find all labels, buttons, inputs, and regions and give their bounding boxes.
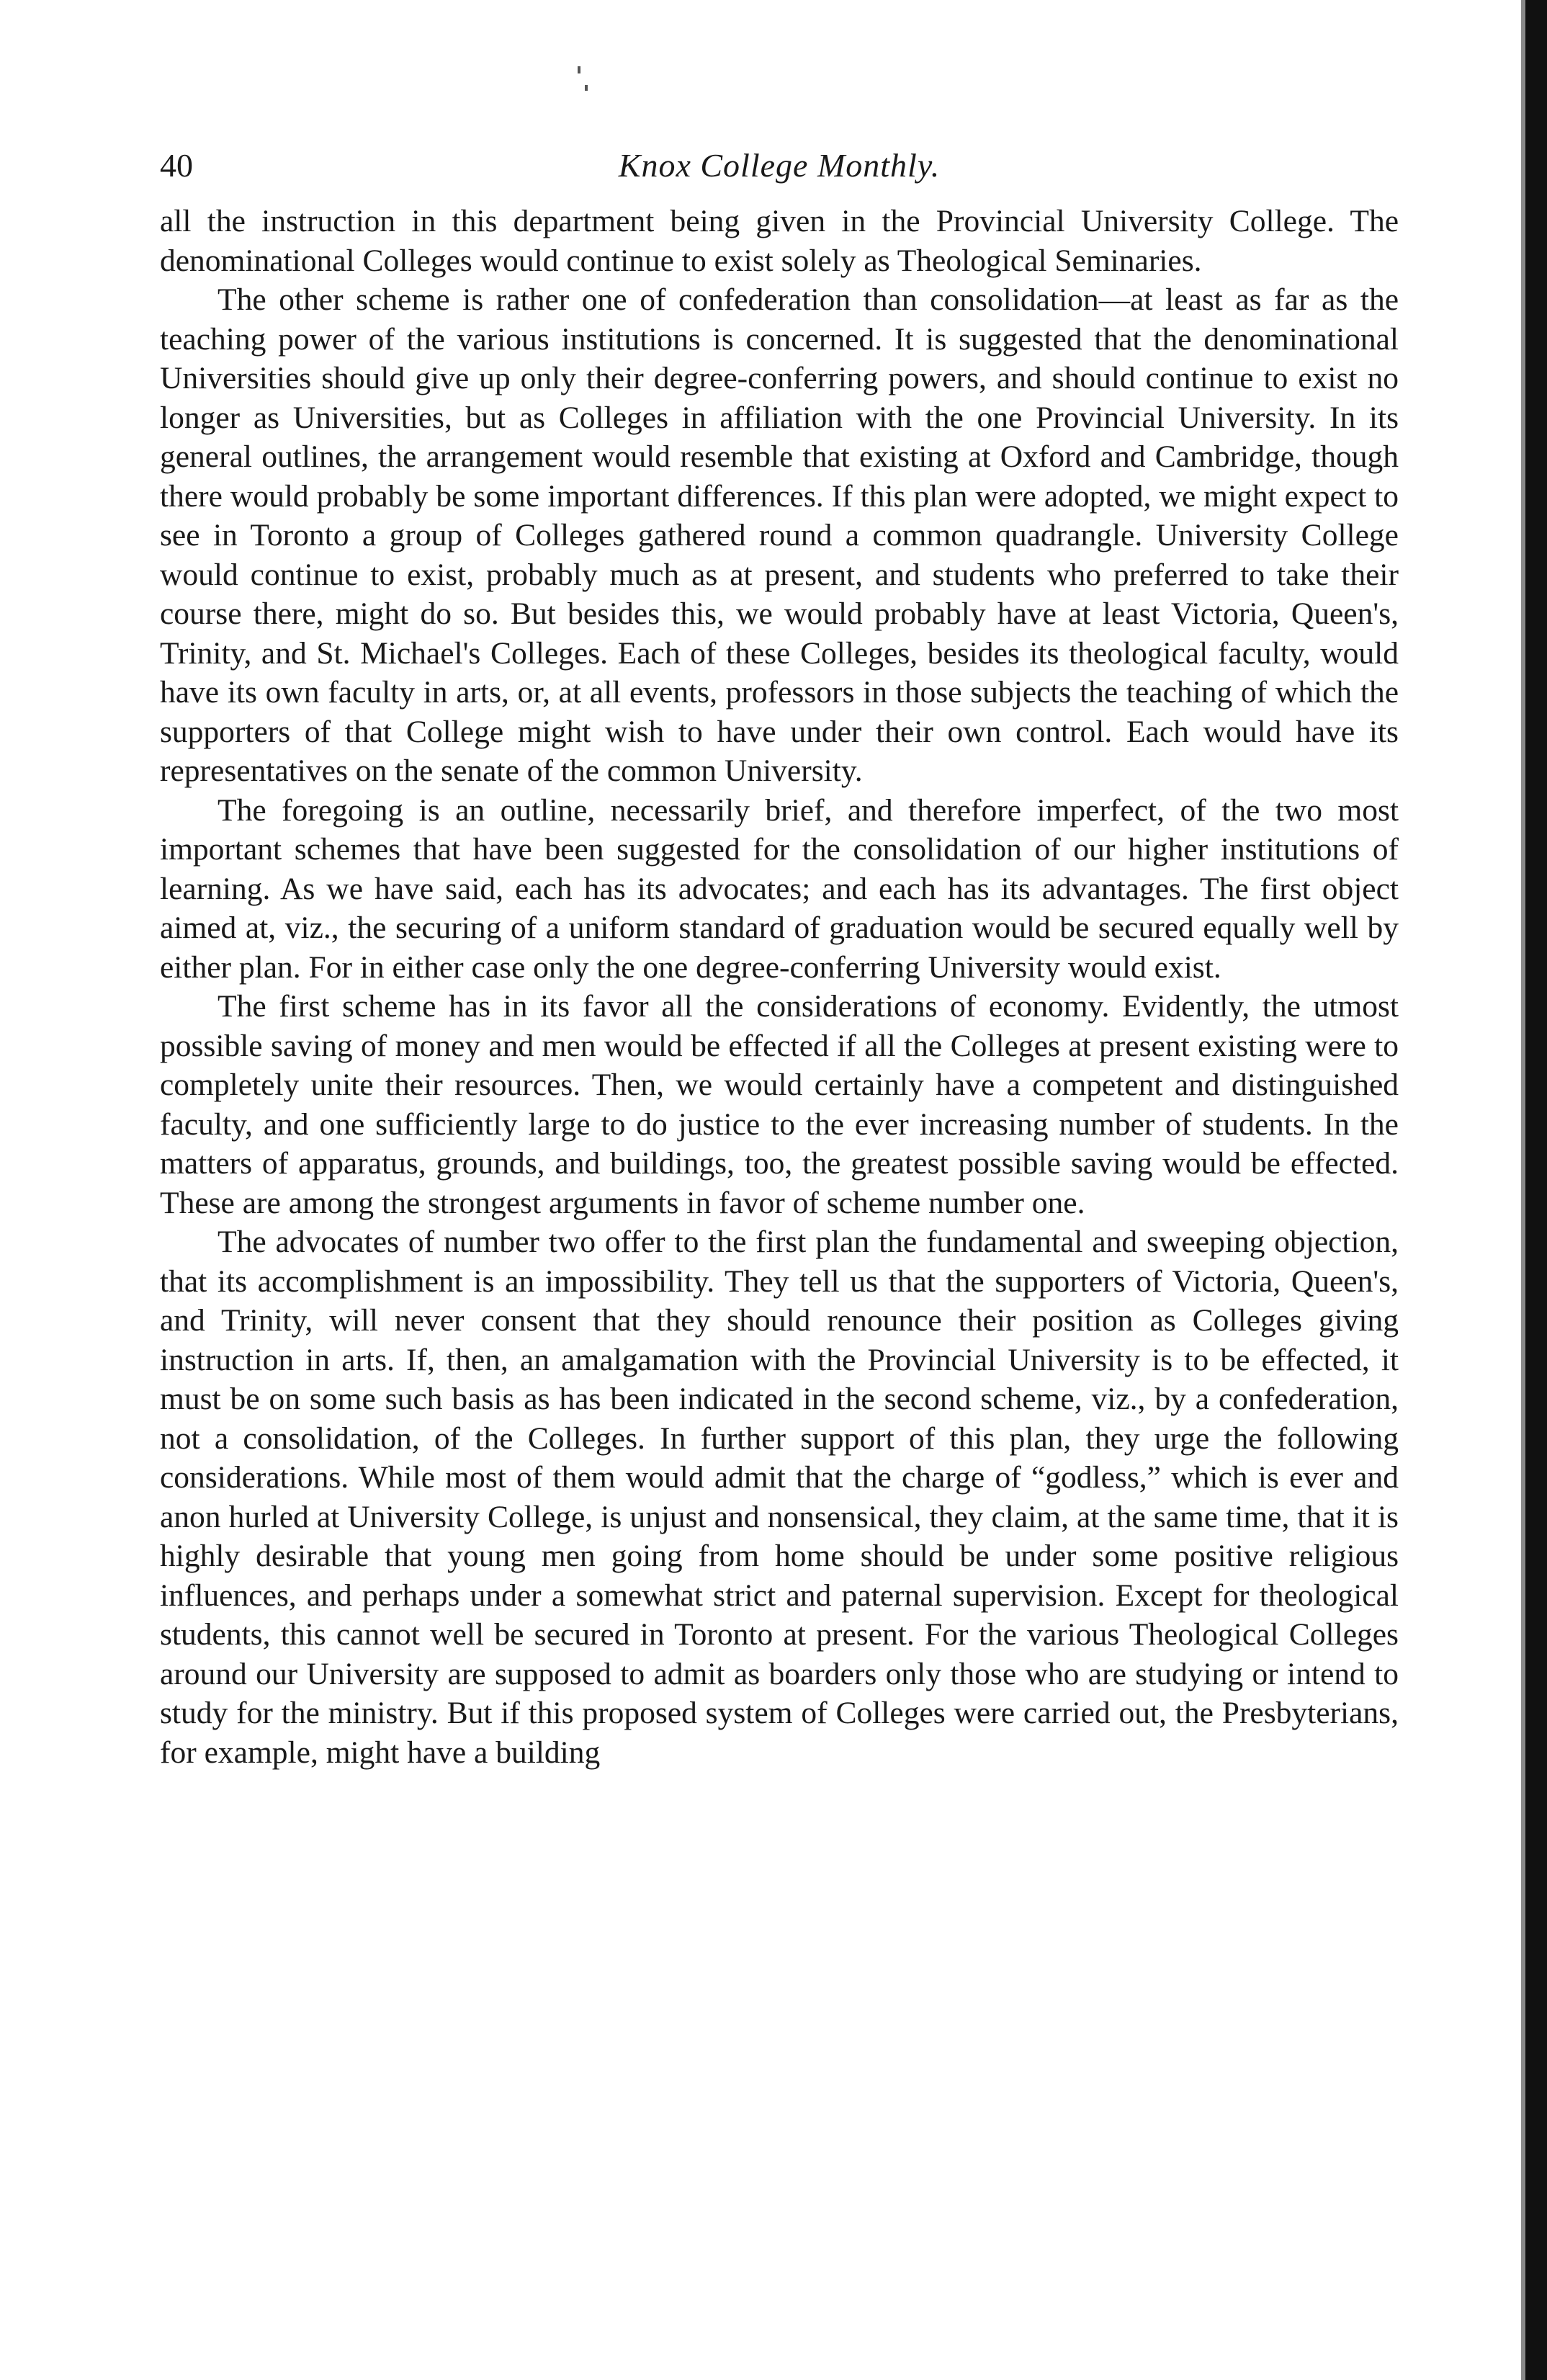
paragraph: all the instruction in this department being given in the Provincial University College. The denominational Colleges would continue to exist solely as Theological Seminaries.	[160, 204, 1399, 278]
scan-edge-bar	[1525, 0, 1547, 2380]
paragraph: The other scheme is rather one of confederation than consolidation—at least as far as the teaching power of the various institutions is concerned. It is suggested that the denominational Universities should give up only their degree-conferring powers, and should continue to exist no longer as Universities, but as Colleges in affiliation with the one Provincial University. In its general outlines, the arrangement would resemble that existing at Oxford and Cambridge, though there would probably be some important differences. If this plan were adopted, we might expect to see in Toronto a group of Colleges gathered round a common quadrangle. University College would continue to exist, probably much as at present, and students who preferred to take their course there, might do so. But besides this, we would probably have at least Victoria, Queen's, Trinity, and St. Michael's Colleges. Each of these Colleges, besides its theological faculty, would have its own faculty in arts, or, at all events, professors in those subjects the teaching of which the supporters of that College might wish to have under their own control. Each would have its representatives on the senate of the common University.	[160, 282, 1399, 788]
paragraph: The advocates of number two offer to the first plan the fundamental and sweeping objection, that its accomplishment is an impossibility. They tell us that the supporters of Victoria, Queen's, and Trinity, will never consent that they should renounce their position as Colleges giving instruction in arts. If, then, an amalgamation with the Provincial University is to be effected, it must be on some such basis as has been indicated in the second scheme, viz., by a confederation, not a consolidation, of the Colleges. In further support of this plan, they urge the following considerations. While most of them would admit that the charge of “godless,” which is ever and anon hurled at University College, is unjust and nonsensical, they claim, at the same time, that it is highly desirable that young men going from home should be under some positive religious influences, and perhaps under a somewhat strict and paternal supervision. Except for theological students, this cannot well be secured in Toronto at present. For the various Theological Colleges around our University are supposed to admit as boarders only those who are studying or intend to study for the ministry. But if this proposed system of Colleges were carried out, the Presbyterians, for example, might have a building	[160, 1225, 1399, 1770]
page-number: 40	[160, 147, 193, 184]
scan-speck	[585, 85, 588, 91]
page	[160, 137, 1399, 1772]
journal-title: Knox College Monthly.	[618, 147, 941, 184]
article-body	[160, 202, 1399, 1772]
paragraph: The foregoing is an outline, necessarily brief, and therefore imperfect, of the two most important schemes that have been suggested for the consolidation of our higher institutions of learning. As we have said, each has its advocates; and each has its advantages. The first object aimed at, viz., the securing of a uniform standard of graduation would be secured equally well by either plan. For in either case only the one degree-conferring University would exist.	[160, 792, 1399, 985]
scan-speck	[578, 66, 580, 73]
paragraph: The first scheme has in its favor all the considerations of economy. Evidently, the utmost possible saving of money and men would be effected if all the Colleges at present existing were to completely unite their resources. Then, we would certainly have a competent and distinguished faculty, and one sufficiently large to do justice to the ever increasing number of students. In the matters of apparatus, grounds, and buildings, too, the greatest possible saving would be effected. These are among the strongest arguments in favor of scheme number one.	[160, 989, 1399, 1220]
running-head	[160, 137, 1399, 194]
